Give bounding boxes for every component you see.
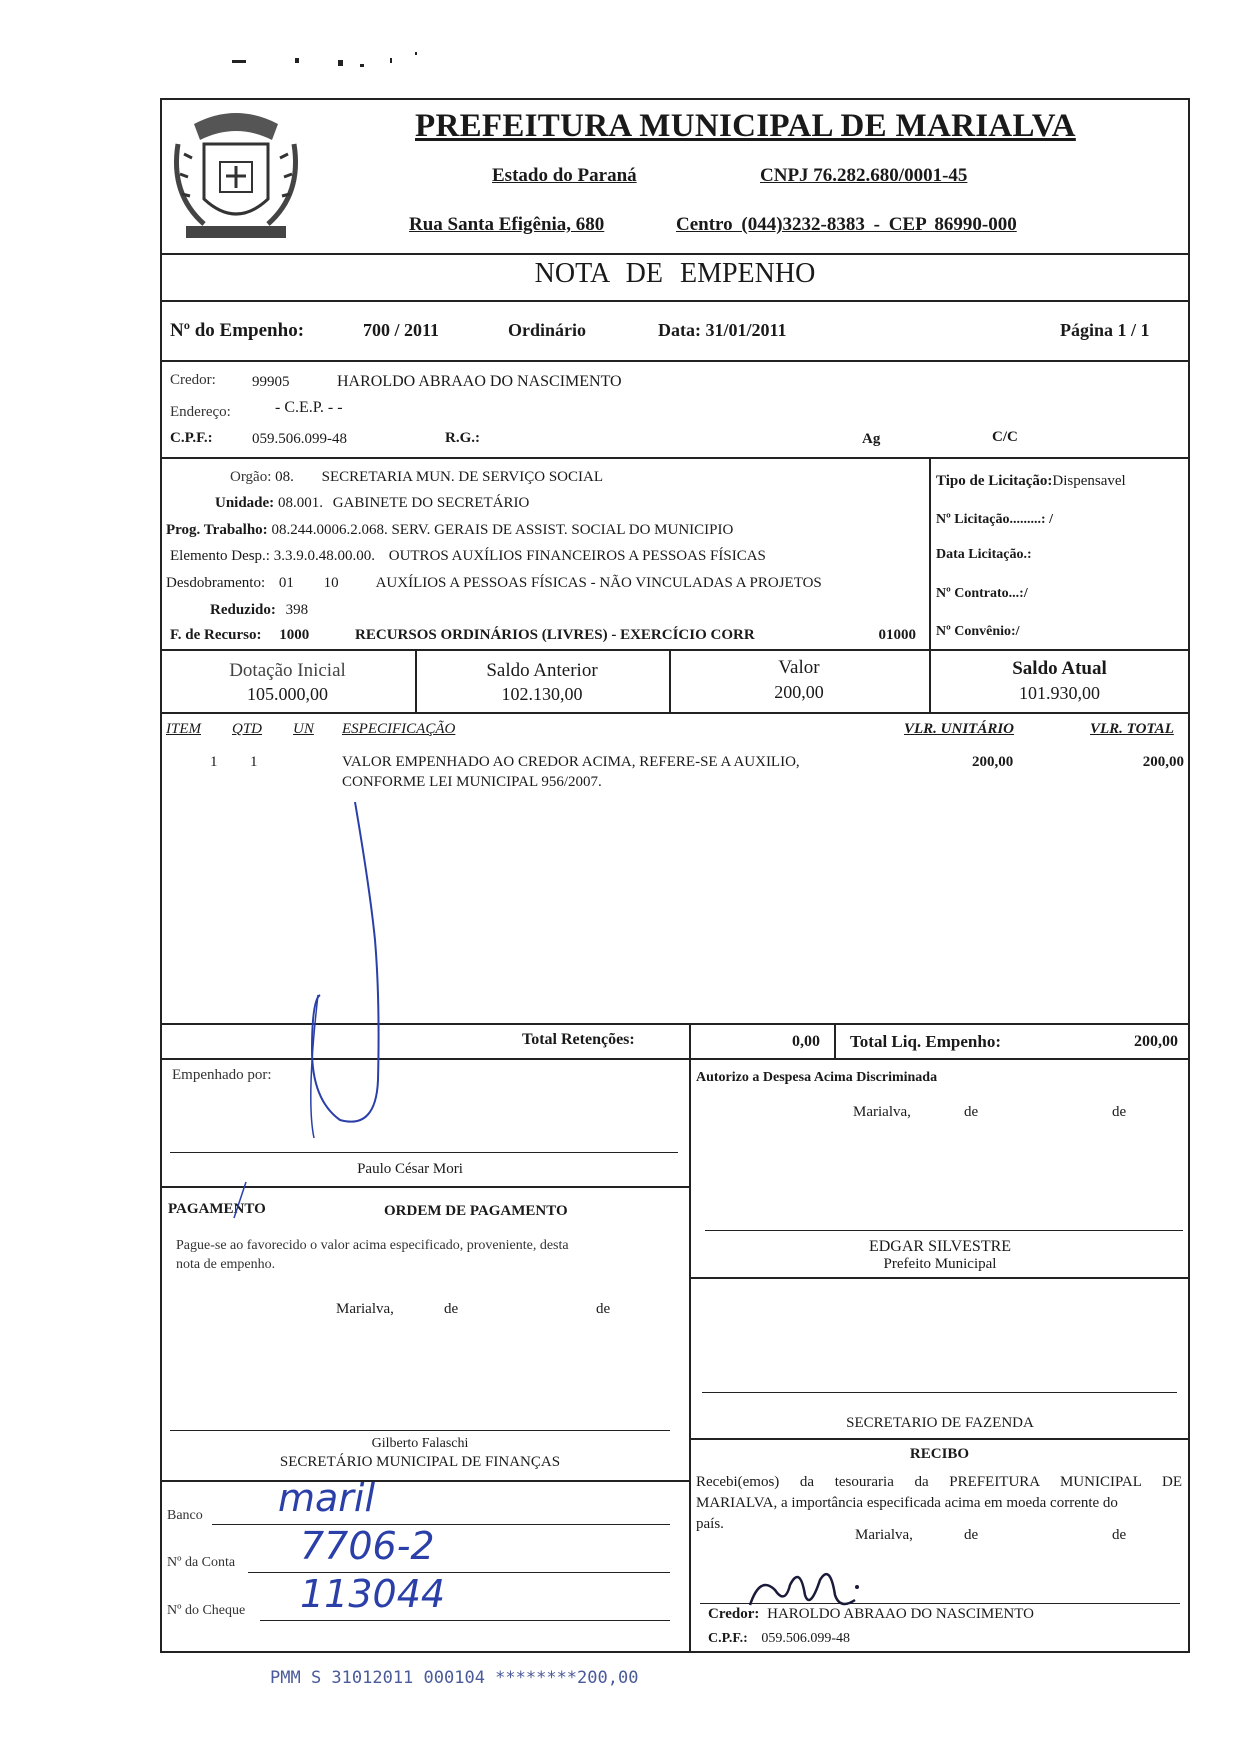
financas-role: SECRETÁRIO MUNICIPAL DE FINANÇAS <box>279 1454 561 1470</box>
desdob-line <box>166 575 822 592</box>
autorizo-city: Marialva, <box>853 1104 911 1120</box>
col-un: UN <box>293 721 314 737</box>
dotacao-inicial-label: Dotação Inicial <box>229 660 346 681</box>
reduzido-value: 398 <box>285 602 309 618</box>
empenho-date: Data: 31/01/2011 <box>658 320 787 340</box>
unidade-label: Unidade: <box>215 495 275 511</box>
col-qtd: QTD <box>232 721 263 737</box>
recibo-cpf-label: C.P.F.: <box>708 1631 748 1646</box>
header-state: Estado do Paraná <box>492 165 637 186</box>
endereco-value: - C.E.P. - - <box>275 399 343 416</box>
scan-specks <box>190 52 430 72</box>
header-contact: Centro (044)3232-8383 - CEP 86990-000 <box>676 214 1017 235</box>
col-vlr-total: VLR. TOTAL <box>1090 721 1174 737</box>
municipal-seal <box>164 104 308 256</box>
row-item: 1 <box>210 754 218 770</box>
divider <box>160 457 1190 459</box>
pagamento-text-2: nota de empenho. <box>176 1257 276 1272</box>
ag-label: Ag <box>862 431 881 447</box>
prog-label: Prog. Trabalho: <box>166 522 268 538</box>
col-especificacao: ESPECIFICAÇÃO <box>342 721 456 737</box>
cheque-label: Nº do Cheque <box>167 1603 246 1618</box>
data-licitacao: Data Licitação.: <box>936 547 1032 562</box>
unidade-code: 08.001. <box>277 495 323 511</box>
cc-label: C/C <box>992 429 1018 445</box>
signature-line <box>170 1430 670 1431</box>
col-vlr-unitario: VLR. UNITÁRIO <box>904 721 1015 737</box>
divider <box>689 1023 691 1058</box>
divider <box>160 1480 689 1482</box>
autorizo-de-2: de <box>1112 1104 1127 1120</box>
total-retencoes-value: 0,00 <box>792 1033 820 1050</box>
orgao-code: 08. <box>275 469 294 485</box>
header-cnpj: CNPJ 76.282.680/0001-45 <box>760 165 968 186</box>
rg-label: R.G.: <box>445 430 480 446</box>
divider <box>160 300 1190 302</box>
unidade-line <box>215 495 529 512</box>
recibo-cpf-value: 059.506.099-48 <box>761 1631 850 1646</box>
signature-line <box>702 1392 1177 1393</box>
empenhado-label: Empenhado por: <box>172 1067 272 1083</box>
pagamento-city: Marialva, <box>336 1301 394 1317</box>
desdob-code1: 01 <box>278 575 294 591</box>
cpf-label: C.P.F.: <box>170 430 213 446</box>
prog-code: 08.244.0006.2.068. <box>271 522 388 538</box>
recibo-credor-name: HAROLDO ABRAAO DO NASCIMENTO <box>767 1606 1034 1622</box>
divider <box>160 649 1190 651</box>
prog-line <box>166 522 733 539</box>
numero-licitacao: Nº Licitação.........: / <box>936 512 1053 527</box>
conta-handwritten[interactable]: 7706-2 <box>300 1524 435 1568</box>
row-unit: 200,00 <box>972 754 1014 770</box>
empenho-label: Nº do Empenho: <box>170 320 305 341</box>
cheque-handwritten[interactable]: 113044 <box>300 1572 446 1616</box>
divider <box>834 1023 836 1058</box>
row-desc-1: VALOR EMPENHADO AO CREDOR ACIMA, REFERE-SE A AUXILIO, <box>342 754 800 770</box>
autorizo-de-1: de <box>964 1104 979 1120</box>
payment-stamp: PMM S 31012011 000104 ********200,00 <box>270 1668 639 1688</box>
tipo-licitacao-label: Tipo de Licitação: <box>936 473 1053 489</box>
valor-label: Valor <box>778 657 820 678</box>
banco-label: Banco <box>167 1508 203 1523</box>
orgao-line <box>230 469 603 486</box>
divider <box>160 360 1190 362</box>
saldo-atual-label: Saldo Atual <box>1012 658 1107 679</box>
recurso-name: RECURSOS ORDINÁRIOS (LIVRES) - EXERCÍCIO CORR <box>355 627 755 643</box>
recibo-text-1: Recebi(emos) da tesouraria da PREFEITURA MUNICIPAL DE <box>696 1474 1182 1490</box>
pagamento-de-2: de <box>596 1301 611 1317</box>
desdob-name: AUXÍLIOS A PESSOAS FÍSICAS - NÃO VINCULADAS A PROJETOS <box>375 575 822 591</box>
financas-name: Gilberto Falaschi <box>371 1436 469 1451</box>
recibo-de-1: de <box>964 1527 979 1543</box>
saldo-anterior-label: Saldo Anterior <box>486 660 598 681</box>
tipo-licitacao <box>936 473 1126 490</box>
recibo-de-2: de <box>1112 1527 1127 1543</box>
pagamento-text-1: Pague-se ao favorecido o valor acima especificado, proveniente, desta <box>176 1238 569 1253</box>
recurso-code: 1000 <box>279 627 310 643</box>
total-retencoes-label: Total Retenções: <box>522 1031 635 1048</box>
signature-icon <box>300 800 420 1140</box>
banco-field-line <box>212 1524 670 1525</box>
elemento-line <box>170 548 766 565</box>
header-title: PREFEITURA MUNICIPAL DE MARIALVA <box>415 108 1076 144</box>
doc-title: NOTA DE EMPENHO <box>534 258 816 289</box>
numero-contrato: Nº Contrato...:/ <box>936 586 1028 601</box>
pagamento-label: PAGAMENTO <box>168 1201 266 1217</box>
tipo-licitacao-value: Dispensavel <box>1052 473 1126 489</box>
fazenda-role: SECRETARIO DE FAZENDA <box>846 1415 1034 1431</box>
dotacao-inicial-value: 105.000,00 <box>247 684 328 704</box>
pagamento-signature <box>226 1180 256 1220</box>
desdob-code2: 10 <box>323 575 339 591</box>
table-row <box>160 754 1190 804</box>
reduzido-label: Reduzido: <box>210 602 276 618</box>
cpf-value: 059.506.099-48 <box>252 431 347 447</box>
ordem-pagamento-label: ORDEM DE PAGAMENTO <box>384 1203 568 1219</box>
recibo-city: Marialva, <box>855 1527 913 1543</box>
total-liq-label: Total Liq. Empenho: <box>850 1032 1001 1051</box>
orgao-name: SECRETARIA MUN. DE SERVIÇO SOCIAL <box>321 469 604 485</box>
recurso-line <box>170 627 922 644</box>
empenho-type: Ordinário <box>508 320 587 340</box>
col-item: ITEM <box>166 721 201 737</box>
cheque-field-line <box>260 1620 670 1621</box>
conta-label: Nº da Conta <box>167 1555 236 1570</box>
divider <box>689 1277 1190 1279</box>
divider <box>160 253 1190 255</box>
endereco-label: Endereço: <box>170 404 231 420</box>
total-liq-value: 200,00 <box>1134 1033 1178 1050</box>
credor-code: 99905 <box>252 374 290 390</box>
desdob-label: Desdobramento: <box>166 575 266 591</box>
scan-noise-icon <box>190 52 430 72</box>
valor-value: 200,00 <box>774 682 824 702</box>
prefeito-name: EDGAR SILVESTRE <box>868 1238 1012 1255</box>
numero-convenio: Nº Convênio:/ <box>936 624 1020 639</box>
banco-handwritten[interactable]: maril <box>278 1476 376 1520</box>
elemento-code: 3.3.9.0.48.00.00. <box>273 548 375 564</box>
empenhado-signature <box>300 800 420 1140</box>
divider <box>160 712 1190 714</box>
coat-of-arms-icon <box>164 104 308 256</box>
saldo-atual-value: 101.930,00 <box>1019 683 1100 703</box>
recibo-text <box>696 1472 1182 1535</box>
elemento-name: OUTROS AUXÍLIOS FINANCEIROS A PESSOAS FÍSICAS <box>388 548 766 564</box>
recibo-signature <box>745 1565 875 1615</box>
recurso-label: F. de Recurso: <box>170 627 262 643</box>
recibo-text-2: MARIALVA, a importância especificada acima em moeda corrente do <box>696 1495 1118 1511</box>
signature-line <box>705 1230 1183 1231</box>
credor-name: HAROLDO ABRAAO DO NASCIMENTO <box>337 373 622 390</box>
signature-icon <box>745 1565 875 1615</box>
elemento-label: Elemento Desp.: <box>170 548 270 564</box>
signature-icon <box>226 1180 256 1220</box>
prog-name: SERV. GERAIS DE ASSIST. SOCIAL DO MUNICIPIO <box>391 522 734 538</box>
saldo-anterior-value: 102.130,00 <box>501 684 583 704</box>
signature-line <box>170 1152 678 1153</box>
divider <box>689 1438 1190 1440</box>
row-desc-2: CONFORME LEI MUNICIPAL 956/2007. <box>342 774 602 790</box>
unidade-name: GABINETE DO SECRETÁRIO <box>332 495 530 511</box>
recibo-title: RECIBO <box>909 1446 970 1462</box>
empenhado-name: Paulo César Mori <box>357 1161 463 1177</box>
divider <box>689 1058 691 1653</box>
recurso-code2: 01000 <box>878 627 916 643</box>
orgao-label: Orgão: <box>230 469 272 485</box>
autorizo-label: Autorizo a Despesa Acima Discriminada <box>696 1070 938 1085</box>
empenho-page: Página 1 / 1 <box>1060 320 1150 340</box>
row-total: 200,00 <box>1142 754 1184 770</box>
header-address: Rua Santa Efigênia, 680 <box>409 214 605 235</box>
recibo-credor-label: Credor: <box>708 1606 760 1622</box>
pagamento-de-1: de <box>444 1301 459 1317</box>
empenho-number: 700 / 2011 <box>363 320 440 340</box>
prefeito-role: Prefeito Municipal <box>883 1256 997 1272</box>
credor-label: Credor: <box>170 372 216 388</box>
recibo-cpf-line <box>708 1631 850 1647</box>
recibo-text-3: país. <box>696 1516 724 1532</box>
reduzido-line <box>210 602 308 619</box>
divider <box>929 457 931 649</box>
row-qtd: 1 <box>250 754 258 770</box>
